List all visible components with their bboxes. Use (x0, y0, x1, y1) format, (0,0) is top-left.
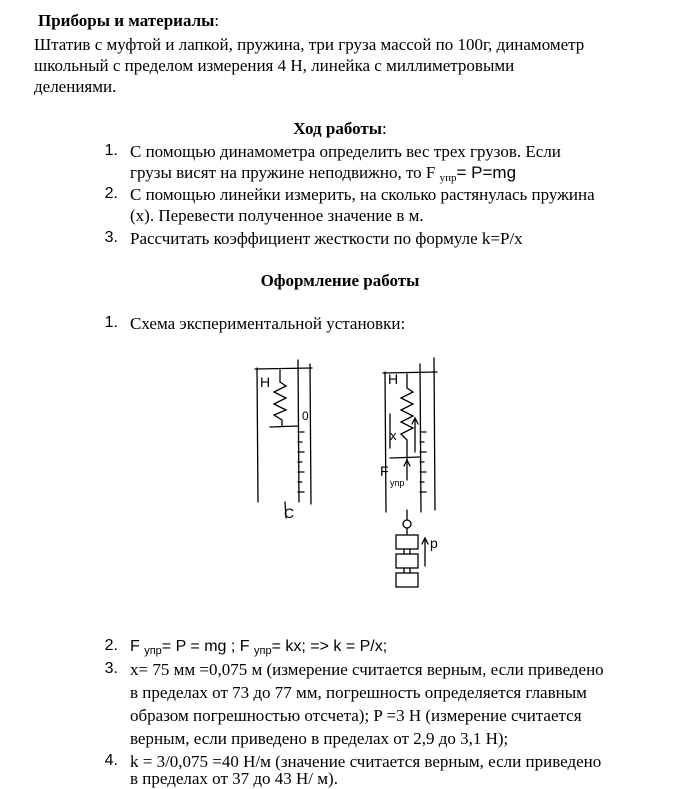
left-label-h: H (260, 374, 271, 390)
procedure-item-1-number: 1. (104, 142, 118, 159)
materials-line-2: школьный с пределом измерения 4 Н, линейка с миллиметровыми (34, 56, 515, 75)
left-frame-top (255, 368, 312, 369)
item-2-sub2: упр (253, 645, 272, 657)
materials-heading-text: Приборы и материалы (38, 11, 215, 30)
report-item-2-number: 2. (104, 637, 118, 654)
weight-1 (396, 535, 418, 549)
left-frame-left-edge (257, 368, 258, 502)
procedure-item-2-line-2: (x). Перевести полученное значение в м. (130, 206, 424, 225)
procedure-heading-colon: : (382, 119, 387, 138)
left-stand-edge (310, 364, 311, 504)
right-pointer (390, 457, 420, 458)
item-2-rest1: = P = mg ; F (161, 638, 254, 655)
item-2-rest2: = kx; => k = P/x; (271, 638, 388, 655)
procedure-item-2-number: 2. (104, 185, 118, 202)
left-ruler-edge (298, 360, 299, 502)
report-item-3-line-4: верным, если приведено в пределах от 2,9 до 3,1 Н); (130, 729, 509, 748)
procedure-item-3-number: 3. (104, 229, 118, 246)
report-item-1-number: 1. (104, 314, 118, 331)
report-item-3-number: 3. (104, 660, 118, 677)
report-item-3-line-2: в пределах от 73 до 77 мм, погрешность определяется главным (130, 683, 587, 702)
left-pointer (270, 426, 298, 427)
right-frame-left-edge (385, 372, 386, 512)
procedure-item-2-line-1: С помощью линейки измерить, на сколько растянулась пружина (130, 185, 595, 204)
weight-2 (396, 554, 418, 568)
right-label-h: H (388, 371, 399, 387)
left-label-zero: 0 (302, 409, 309, 423)
left-spring (274, 370, 286, 426)
weight-3 (396, 573, 418, 587)
right-label-x: x (390, 428, 397, 443)
right-stand-edge (434, 358, 435, 510)
procedure-item-1-line-1: С помощью динамометра определить вес трех грузов. Если (130, 142, 561, 161)
report-item-3-line-1: x= 75 мм =0,075 м (измерение считается верным, если приведено (130, 660, 604, 679)
report-item-2-text (130, 636, 387, 659)
hook-ring (403, 520, 411, 528)
right-spring (401, 374, 413, 462)
procedure-item-1-text: грузы висят на пружине неподвижно, то F (130, 163, 436, 182)
report-heading: Оформление работы (260, 271, 420, 290)
right-label-p: p (430, 535, 438, 551)
report-item-4-number: 4. (104, 752, 118, 769)
procedure-item-3-line-1: Рассчитать коэффициент жесткости по формуле k=P/x (130, 229, 523, 248)
report-item-3-line-3: образом погрешностью отсчета); P =3 Н (измерение считается (130, 706, 582, 725)
report-item-4-line-1: k = 3/0,075 =40 Н/м (значение считается верным, если приведено (130, 752, 602, 771)
setup-figure (240, 352, 450, 602)
item-2-f1: F (130, 638, 145, 655)
procedure-item-1-formula: = P=mg (456, 163, 517, 182)
right-label-f-sub: упр (390, 478, 405, 488)
materials-heading (38, 10, 219, 31)
procedure-heading (0, 118, 680, 139)
p-arrow (422, 538, 428, 566)
report-item-4-line-2: в пределах от 37 до 43 Н/ м). (130, 769, 338, 788)
left-label-c: C (284, 505, 295, 521)
materials-heading-colon: : (214, 11, 220, 30)
materials-line-3: делениями. (34, 77, 117, 96)
right-arrow (412, 418, 418, 452)
item-2-sub1: упр (144, 645, 162, 657)
materials-line-1: Штатив с муфтой и лапкой, пружина, три груза массой по 100г, динамометр (34, 35, 585, 54)
right-label-f: F (380, 463, 389, 479)
right-ruler-edge (420, 364, 421, 512)
f-arrow (404, 460, 410, 480)
procedure-item-1-line-2 (130, 162, 516, 186)
report-item-1-text: Схема экспериментальной установки: (130, 314, 406, 333)
procedure-heading-text: Ход работы (293, 119, 382, 138)
procedure-item-1-subscript: упр (439, 172, 457, 184)
